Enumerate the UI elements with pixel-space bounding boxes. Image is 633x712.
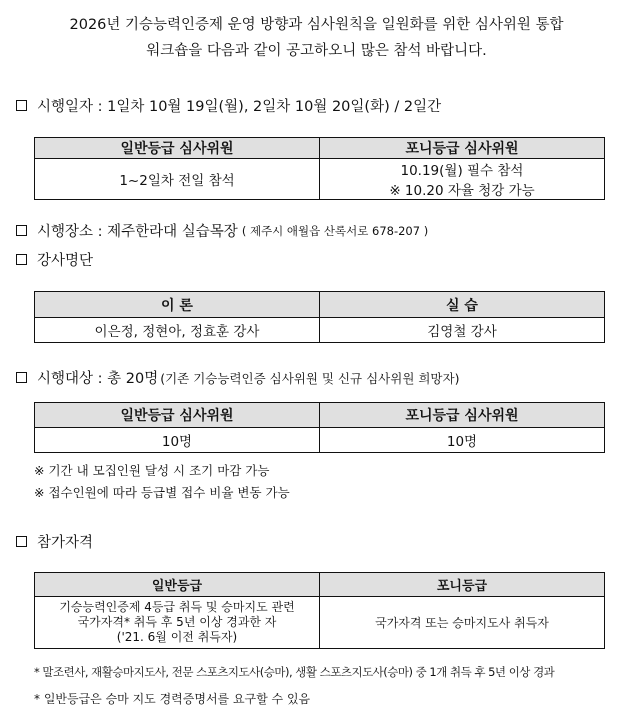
target-header-general: 일반등급 심사위원 — [35, 403, 320, 428]
checkbox-square-icon — [16, 225, 27, 236]
qualification-heading: 참가자격 — [37, 535, 94, 551]
qualification-note-1: * 말조련사, 재활승마지도사, 전문 스포츠지도사(승마), 생활 스포츠지도사(승마) 중 1개 취득 후 5년 이상 경과 — [34, 665, 555, 679]
section-instructors — [16, 249, 93, 270]
checkbox-square-icon — [16, 254, 27, 265]
checkbox-square-icon — [16, 372, 27, 383]
checkbox-square-icon — [16, 100, 27, 111]
instructors-theory: 이은정, 정현아, 정효훈 강사 — [35, 318, 320, 343]
target-heading: 시행대상 : 총 20명 — [37, 371, 159, 387]
target-value-pony: 10명 — [320, 428, 605, 453]
instructors-table — [34, 291, 605, 343]
schedule-cell-general: 1~2일차 전일 참석 — [35, 159, 320, 200]
venue-heading: 시행장소 : 제주한라대 실습목장 — [37, 224, 238, 240]
schedule-header-general: 일반등급 심사위원 — [35, 138, 320, 159]
qualification-general-line-1: 기승능력인증제 4등급 취득 및 승마지도 관련 — [59, 600, 295, 614]
qualification-table — [34, 572, 605, 649]
qualification-header-pony: 포니등급 — [320, 573, 605, 597]
section-venue — [16, 220, 428, 241]
instructors-heading: 강사명단 — [37, 253, 94, 269]
schedule-pony-line-1: 10.19(월) 필수 참석 — [400, 163, 524, 179]
intro-line-2: 워크숍을 다음과 같이 공고하오니 많은 참석 바랍니다. — [146, 43, 487, 59]
qualification-general-line-2: 국가자격* 취득 후 5년 이상 경과한 자 — [77, 615, 277, 629]
schedule-pony-line-2: ※ 10.20 자율 청강 가능 — [389, 183, 535, 199]
intro-line-1: 2026년 기승능력인증제 운영 방향과 심사원칙을 일원화를 위한 심사위원 통합 — [69, 17, 564, 33]
section-schedule — [16, 95, 441, 116]
instructors-header-theory: 이 론 — [35, 292, 320, 318]
target-value-general: 10명 — [35, 428, 320, 453]
schedule-cell-pony — [320, 159, 605, 200]
qualification-header-general: 일반등급 — [35, 573, 320, 597]
section-target — [16, 367, 459, 388]
target-detail: (기존 기승능력인증 심사위원 및 신규 심사위원 희망자) — [160, 370, 460, 386]
qualification-pony: 국가자격 또는 승마지도사 취득자 — [320, 597, 605, 649]
schedule-heading: 시행일자 : 1일차 10월 19일(월), 2일차 10월 20일(화) / 2일간 — [37, 99, 442, 115]
instructors-practice: 김영철 강사 — [320, 318, 605, 343]
target-note-2: ※ 접수인원에 따라 등급별 접수 비율 변동 가능 — [34, 485, 290, 500]
target-table — [34, 402, 605, 453]
section-qualification — [16, 531, 93, 552]
qualification-general — [35, 597, 320, 649]
schedule-header-pony: 포니등급 심사위원 — [320, 138, 605, 159]
target-note-1: ※ 기간 내 모집인원 달성 시 조기 마감 가능 — [34, 463, 270, 478]
qualification-note-2: * 일반등급은 승마 지도 경력증명서를 요구할 수 있음 — [34, 692, 311, 706]
target-header-pony: 포니등급 심사위원 — [320, 403, 605, 428]
instructors-header-practice: 실 습 — [320, 292, 605, 318]
venue-address: ( 제주시 애월읍 산록서로 678-207 ) — [241, 223, 429, 238]
qualification-general-line-3: ('21. 6월 이전 취득자) — [116, 630, 238, 644]
schedule-table — [34, 137, 605, 200]
checkbox-square-icon — [16, 536, 27, 547]
